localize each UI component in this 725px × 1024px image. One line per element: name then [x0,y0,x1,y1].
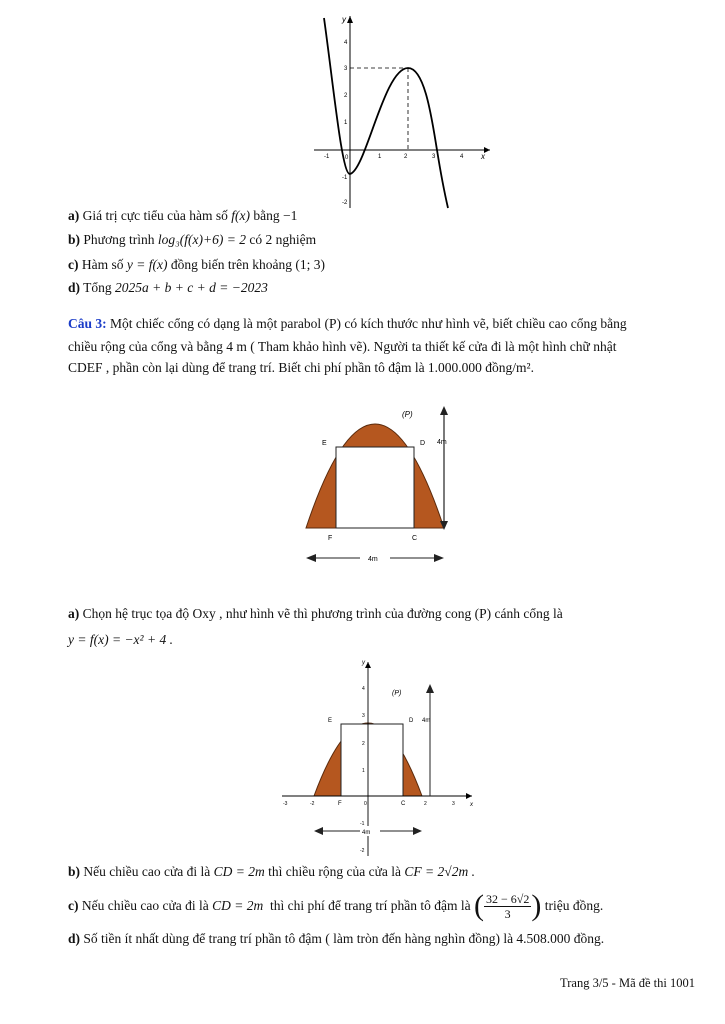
door-rectangle [341,724,403,796]
q3-option-c: c) Nếu chiều cao cửa đi là CD = 2m thì chi phí để trang trí phần tô đậm là ( 32 − 6√2 3 ) triệu đồng. [68,889,604,922]
tick-x: 2 [424,801,427,807]
q3-line-2: chiều rộng của cổng và bằng 4 m ( Tham khảo hình vẽ). Người ta thiết kế cửa đi là một hình chữ nhật [68,339,617,354]
label-C: C [401,801,406,807]
tick-x: 2 [404,154,408,160]
label-D: D [420,440,426,447]
q3-line-1: Câu 3: Một chiếc cổng có dạng là một parabol (P) có kích thước như hình vẽ, biết chiều cao cổng bằng [68,316,627,331]
label-E: E [322,440,327,447]
x-axis-label: x [481,152,485,161]
gate-axes-figure [278,656,478,860]
tick-x: 3 [432,154,436,160]
tick-y: 4 [362,686,365,692]
q3-option-a-eq: y = f(x) = −x² + 4 . [68,632,173,647]
tick-x: 1 [378,154,382,160]
door-rectangle [336,447,414,528]
tick-y: -2 [342,200,348,206]
gate-figure [272,396,492,581]
label-F: F [328,535,333,542]
label-C: C [412,535,418,542]
tick-y: 2 [362,741,365,747]
label-width: 4m [362,830,371,836]
label-height: 4m [422,718,431,724]
label-F: F [338,801,342,807]
label-P: (P) [402,410,413,419]
cubic-graph [300,10,500,210]
option-d: d) Tổng 2025a + b + c + d = −2023 [68,280,268,295]
tick-y: 1 [344,120,348,126]
tick-y: -1 [360,821,365,827]
fraction-paren: ( [473,889,484,922]
q3-line-3: CDEF , phần còn lại dùng để trang trí. Biết chi phí phần tô đậm là 1.000.000 đồng/m². [68,360,534,375]
tick-y: -1 [342,175,348,181]
fraction: 32 − 6√2 3 [485,891,530,921]
tick-x: -1 [324,154,330,160]
page-footer: Trang 3/5 - Mã đề thi 1001 [560,976,695,990]
tick-x: 0 [364,801,367,807]
tick-y: 3 [362,713,365,719]
tick-x: 4 [460,154,464,160]
label-P: (P) [392,690,402,697]
option-c: c) Hàm số y = f(x) đồng biến trên khoảng (1; 3) [68,257,325,272]
option-b: b) Phương trình log₃(f(x)+6) = 2 có 2 nghiệm [68,232,317,247]
tick-x: -3 [283,801,288,807]
q3-option-b: b) Nếu chiều cao cửa đi là CD = 2m thì chiều rộng của cửa là CF = 2√2m . [68,864,475,879]
tick-y: 1 [362,768,365,774]
tick-y: 4 [344,40,348,46]
tick-x: -2 [310,801,315,807]
option-a: a) Giá trị cực tiểu của hàm số f(x) bằng −1 [68,208,298,223]
tick-x: 3 [452,801,455,807]
label-width: 4m [368,556,378,563]
tick-y: -2 [360,848,365,854]
label-D: D [409,718,414,724]
label-height: 4m [437,439,447,446]
origin-label: 0 [345,155,349,161]
tick-y: 3 [344,66,348,72]
y-axis-label: y [342,15,346,24]
tick-y: 2 [344,93,348,99]
q3-option-a: a) Chọn hệ trục tọa độ Oxy , như hình vẽ thì phương trình của đường cong (P) cánh cổng là [68,606,563,621]
q3-option-d: d) Số tiền ít nhất dùng để trang trí phần tô đậm ( làm tròn đến hàng nghìn đồng) là 4.508.000 đồng. [68,931,605,946]
x-axis-label: x [470,802,473,808]
label-E: E [328,718,333,724]
y-axis-label: y [362,660,365,666]
